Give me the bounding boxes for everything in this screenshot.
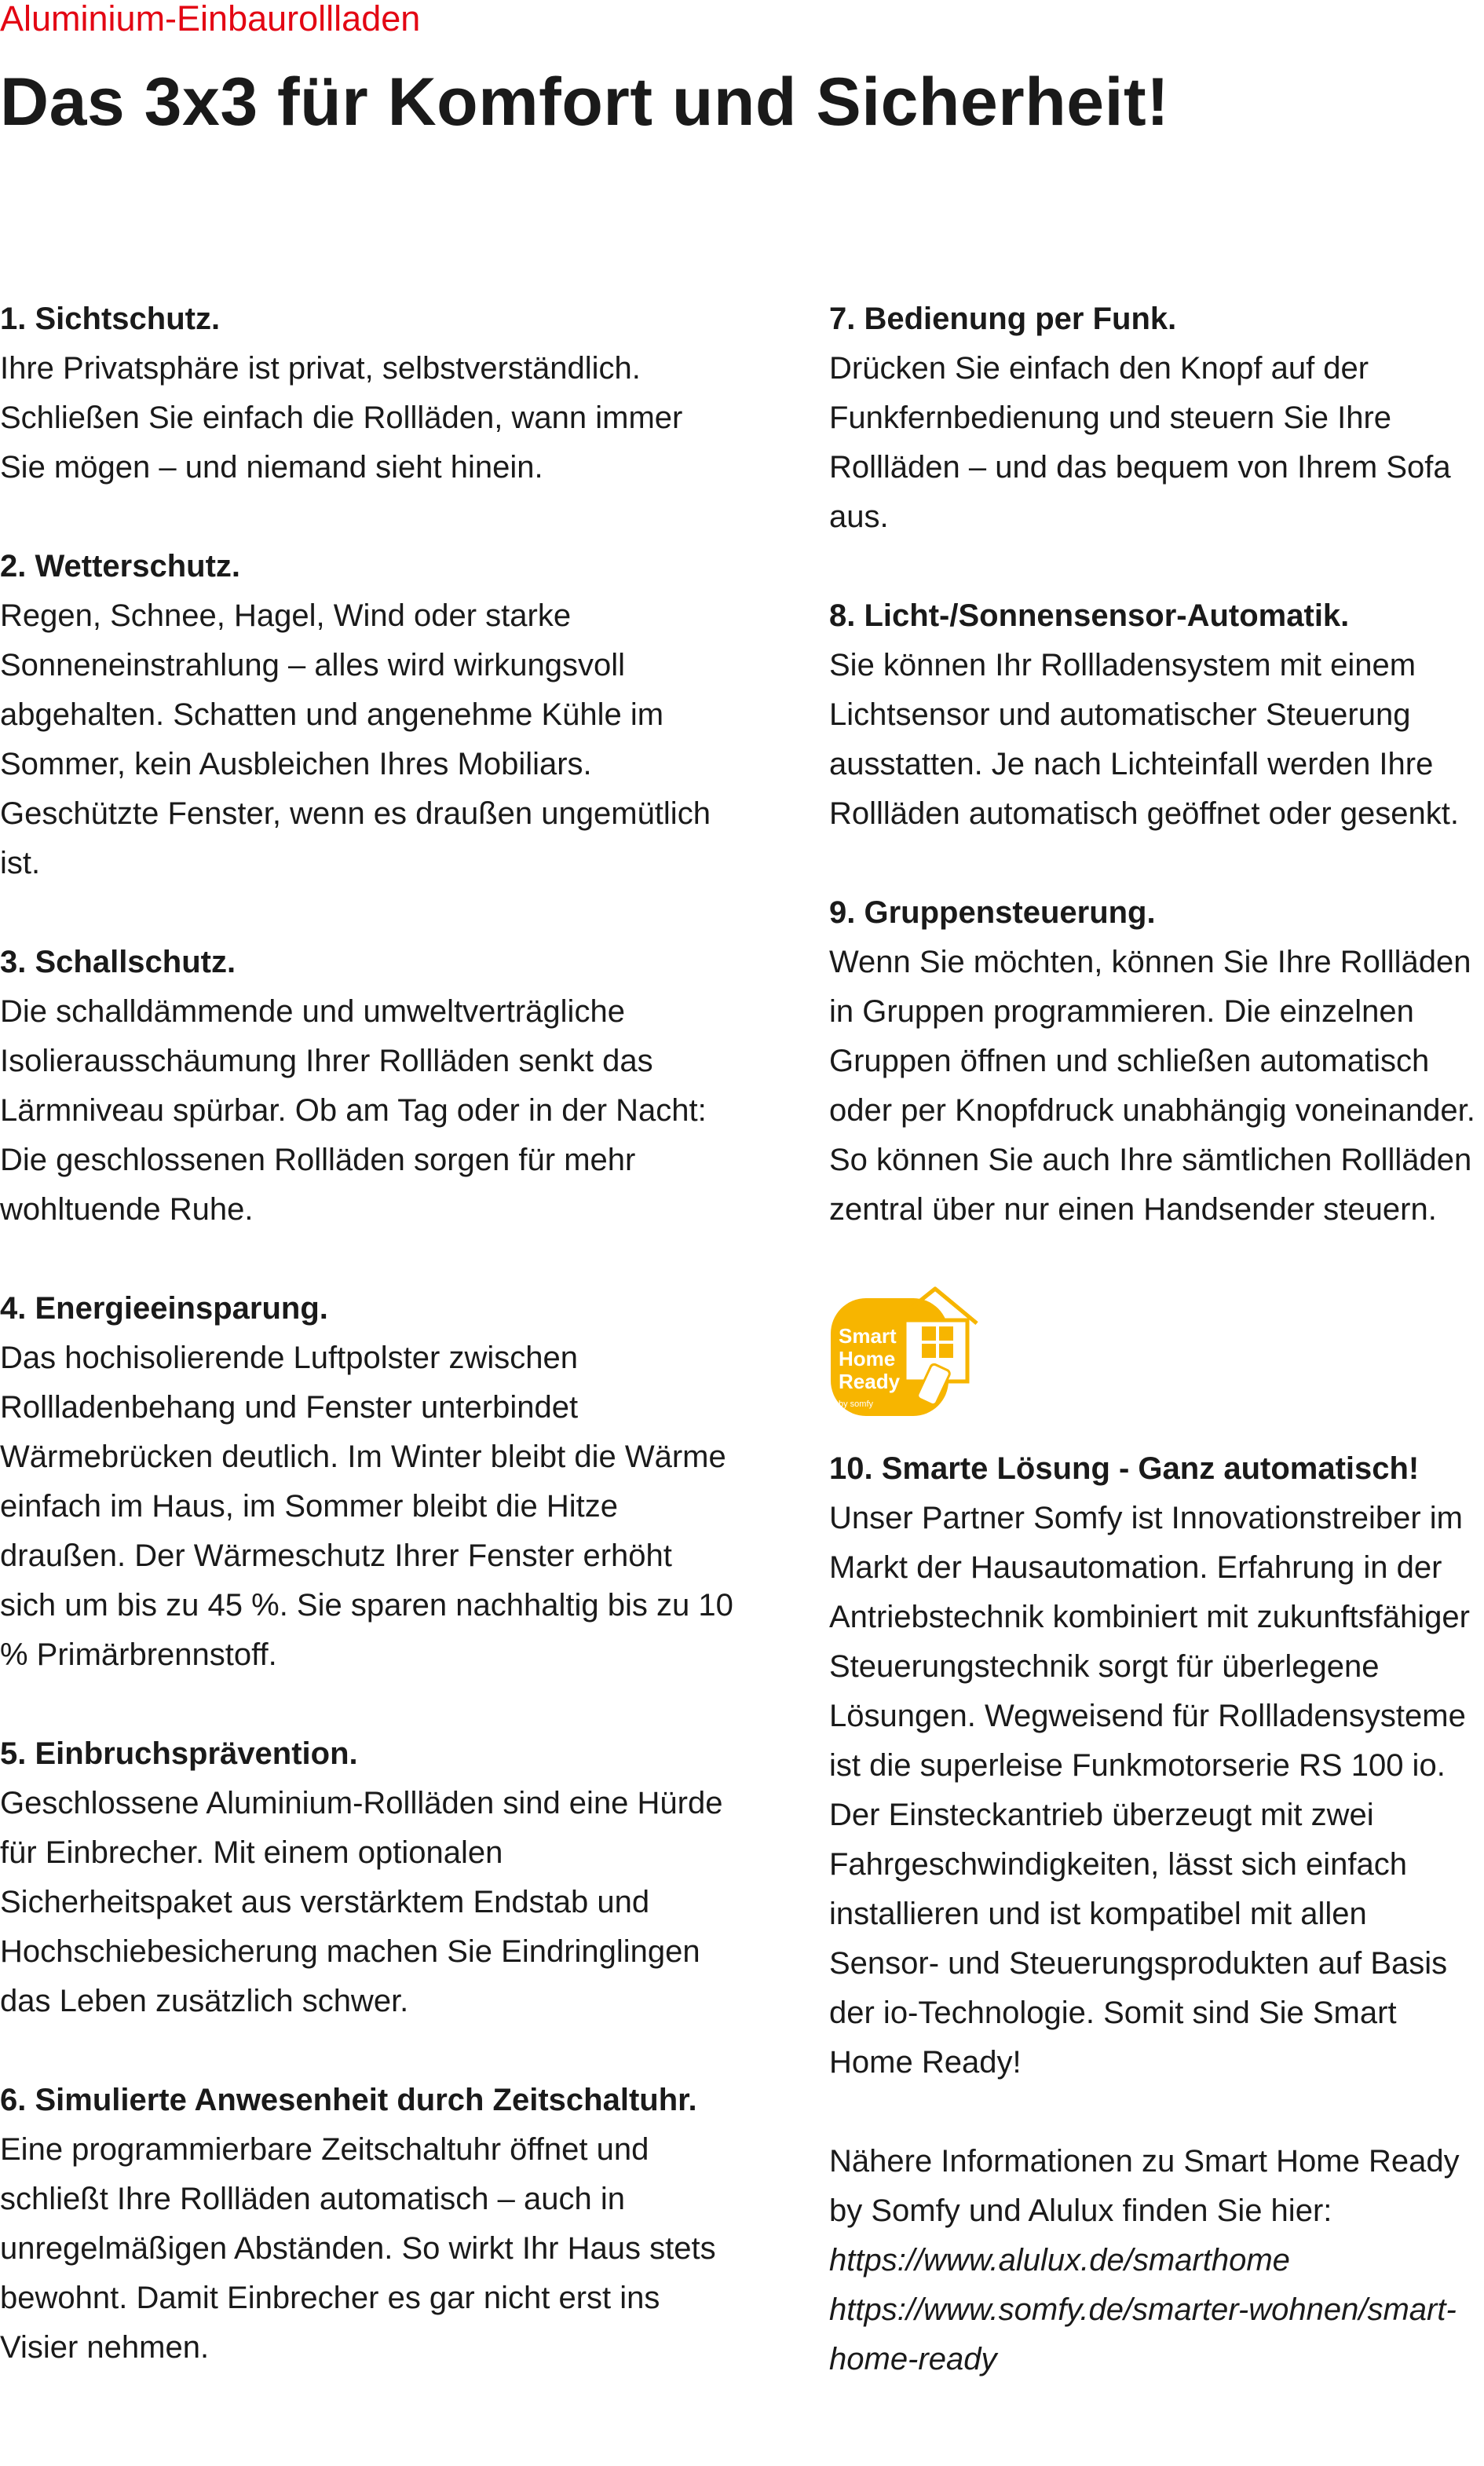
section-sichtschutz	[0, 295, 734, 492]
section-title: 5. Einbruchsprävention.	[0, 1736, 358, 1771]
badge-brand: by somfy	[839, 1399, 874, 1409]
section-text: Unser Partner Somfy ist Innovationstreiber im Markt der Hausautomation. Erfahrung in der Antriebstechnik kombiniert mit zukunftsfähiger Steuerungstechnik sorgt für überlegene Lösungen. Wegweisend für Rollladensysteme ist die superleise Funkmotorserie RS 100 io. Der Einsteckantrieb überzeugt mit zwei Fahrgeschwindigkeiten, lässt sich einfach installieren und ist kompatibel mit allen Sensor- und Steuerungsprodukten auf Basis der io-Technologie. Somit sind Sie Smart Home Ready!	[829, 1501, 1470, 2080]
smart-home-ready-badge	[829, 1284, 978, 1418]
info-block	[829, 2137, 1484, 2384]
section-title: 6. Simulierte Anwesenheit durch Zeitschaltuhr.	[0, 2083, 697, 2117]
info-text: Nähere Informationen zu Smart Home Ready by Somfy und Alulux finden Sie hier:	[829, 2144, 1460, 2228]
section-title: 4. Energieeinsparung.	[0, 1291, 328, 1326]
section-text: Das hochisolierende Luftpolster zwischen Rollladenbehang und Fenster unterbindet Wärmebrücken deutlich. Im Winter bleibt die Wärme einfach im Haus, im Sommer bleibt die Hitze draußen. Der Wärmeschutz Ihrer Fenster erhöht sich um bis zu 45 %. Sie sparen nachhaltig bis zu 10 % Primärbrennstoff.	[0, 1341, 733, 1672]
section-gruppensteuerung	[829, 888, 1484, 1235]
section-wetterschutz	[0, 542, 734, 888]
section-smarte-loesung	[829, 1444, 1484, 2087]
section-title: 9. Gruppensteuerung.	[829, 895, 1156, 930]
section-schallschutz	[0, 938, 734, 1235]
section-text: Drücken Sie einfach den Knopf auf der Funkfernbedienung und steuern Sie Ihre Rollläden – und das bequem von Ihrem Sofa aus.	[829, 351, 1451, 534]
section-title: 2. Wetterschutz.	[0, 549, 240, 584]
left-column	[0, 295, 734, 2422]
section-text: Eine programmierbare Zeitschaltuhr öffnet und schließt Ihre Rollläden automatisch – auch in unregelmäßigen Abständen. So wirkt Ihr Haus stets bewohnt. Damit Einbrecher es gar nicht erst ins Visier nehmen.	[0, 2132, 716, 2365]
badge-line2: Home	[839, 1347, 896, 1370]
section-text: Geschlossene Aluminium-Rollläden sind eine Hürde für Einbrecher. Mit einem optionalen Sicherheitspaket aus verstärktem Endstab und Hochschiebesicherung machen Sie Eindringlingen das Leben zusätzlich schwer.	[0, 1786, 723, 2018]
badge-line1: Smart	[839, 1324, 897, 1348]
section-sensor	[829, 591, 1484, 839]
link-somfy[interactable]: https://www.somfy.de/smarter-wohnen/smart-home-ready	[829, 2292, 1457, 2376]
section-text: Regen, Schnee, Hagel, Wind oder starke Sonneneinstrahlung – alles wird wirkungsvoll abgehalten. Schatten und angenehme Kühle im Sommer, kein Ausbleichen Ihres Mobiliars. Geschützte Fenster, wenn es draußen ungemütlich ist.	[0, 598, 711, 880]
section-text: Sie können Ihr Rollladensystem mit einem Lichtsensor und automatischer Steuerung ausstatten. Je nach Lichteinfall werden Ihre Rollläden automatisch geöffnet oder gesenkt.	[829, 648, 1460, 831]
section-text: Die schalldämmende und umweltverträgliche Isolierausschäumung Ihrer Rollläden senkt das Lärmniveau spürbar. Ob am Tag oder in der Nacht: Die geschlossenen Rollläden sorgen für mehr wohltuende Ruhe.	[0, 994, 707, 1227]
link-alulux[interactable]: https://www.alulux.de/smarthome	[829, 2243, 1290, 2278]
section-energieeinsparung	[0, 1284, 734, 1680]
section-text: Ihre Privatsphäre ist privat, selbstverständlich. Schließen Sie einfach die Rollläden, wann immer Sie mögen – und niemand sieht hinein.	[0, 351, 683, 485]
section-title: 8. Licht-/Sonnensensor-Automatik.	[829, 598, 1350, 633]
section-einbruchspraevention	[0, 1729, 734, 2026]
section-funk	[829, 295, 1484, 542]
page-title: Das 3x3 für Komfort und Sicherheit!	[0, 64, 1170, 140]
section-title: 3. Schallschutz.	[0, 945, 236, 979]
right-column	[829, 295, 1484, 2384]
section-title: 7. Bedienung per Funk.	[829, 302, 1177, 336]
section-title: 10. Smarte Lösung - Ganz automatisch!	[829, 1451, 1420, 1486]
section-text: Wenn Sie möchten, können Sie Ihre Rollläden in Gruppen programmieren. Die einzelnen Gruppen öffnen und schließen automatisch oder per Knopfdruck unabhängig voneinander. So können Sie auch Ihre sämtlichen Rollläden zentral über nur einen Handsender steuern.	[829, 945, 1475, 1227]
kicker: Aluminium-Einbaurollladen	[0, 0, 421, 38]
badge-line3: Ready	[839, 1370, 901, 1393]
section-anwesenheit	[0, 2076, 734, 2373]
section-title: 1. Sichtschutz.	[0, 302, 221, 336]
